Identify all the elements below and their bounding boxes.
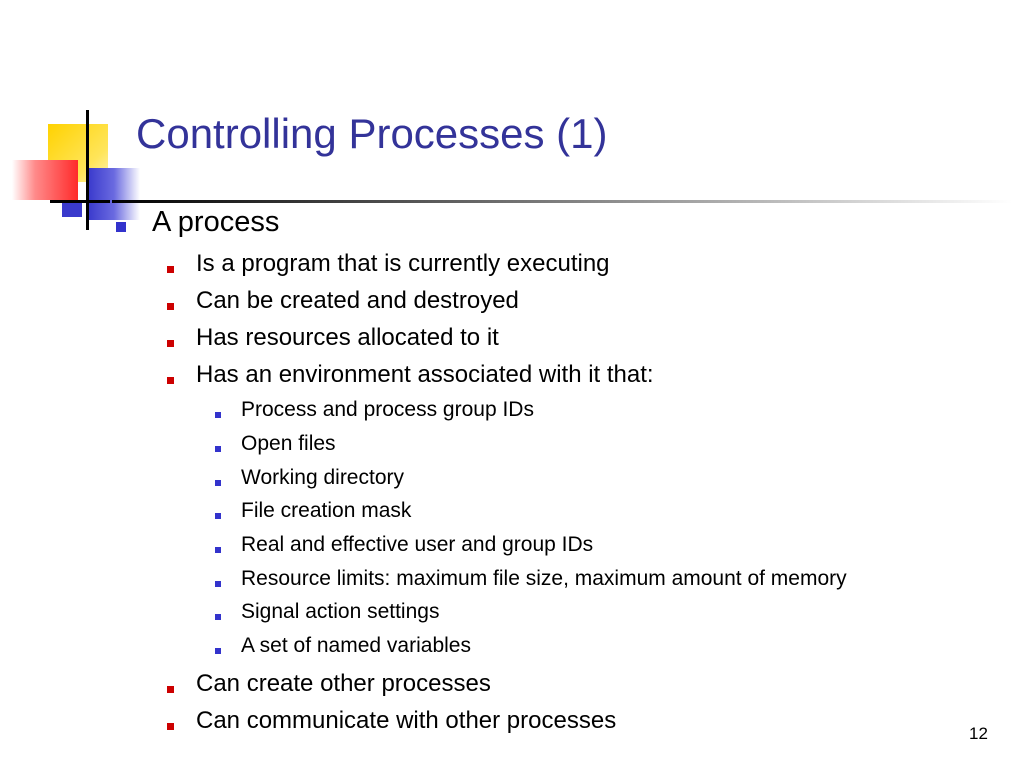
level2-item: Can be created and destroyed bbox=[196, 287, 519, 314]
level3-item: File creation mask bbox=[241, 499, 412, 522]
level3-item: Signal action settings bbox=[241, 600, 440, 623]
level2-item: Has an environment associated with it that: bbox=[196, 361, 654, 388]
level2-bullet-icon bbox=[167, 303, 174, 310]
logo-horizontal-line bbox=[50, 200, 110, 203]
logo-vertical-line bbox=[86, 110, 89, 230]
title-divider bbox=[112, 200, 1012, 203]
level3-bullet-icon bbox=[215, 614, 221, 620]
level3-item: A set of named variables bbox=[241, 634, 471, 657]
level3-bullet-icon bbox=[215, 480, 221, 486]
logo-red-square bbox=[12, 160, 78, 200]
logo-blue-square bbox=[88, 168, 140, 220]
slide-title: Controlling Processes (1) bbox=[136, 110, 608, 157]
level3-bullet-icon bbox=[215, 547, 221, 553]
level3-item: Open files bbox=[241, 432, 336, 455]
level2-item: Is a program that is currently executing bbox=[196, 250, 610, 277]
level2-bullet-icon bbox=[167, 686, 174, 693]
level3-item: Working directory bbox=[241, 466, 404, 489]
level2-item: Can create other processes bbox=[196, 670, 491, 697]
level3-bullet-icon bbox=[215, 513, 221, 519]
level3-bullet-icon bbox=[215, 581, 221, 587]
level2-bullet-icon bbox=[167, 266, 174, 273]
level3-bullet-icon bbox=[215, 648, 221, 654]
level2-bullet-icon bbox=[167, 723, 174, 730]
level1-bullet-icon bbox=[116, 222, 126, 232]
level2-item: Has resources allocated to it bbox=[196, 324, 499, 351]
level2-bullet-icon bbox=[167, 340, 174, 347]
level3-bullet-icon bbox=[215, 446, 221, 452]
level3-bullet-icon bbox=[215, 412, 221, 418]
level3-item: Resource limits: maximum file size, maximum amount of memory bbox=[241, 567, 847, 590]
level3-item: Process and process group IDs bbox=[241, 398, 534, 421]
slide-number: 12 bbox=[969, 724, 988, 743]
level1-item: A process bbox=[152, 206, 280, 238]
level2-item: Can communicate with other processes bbox=[196, 707, 617, 734]
logo-blue-small-square bbox=[62, 203, 82, 217]
level2-bullet-icon bbox=[167, 377, 174, 384]
level3-item: Real and effective user and group IDs bbox=[241, 533, 594, 556]
